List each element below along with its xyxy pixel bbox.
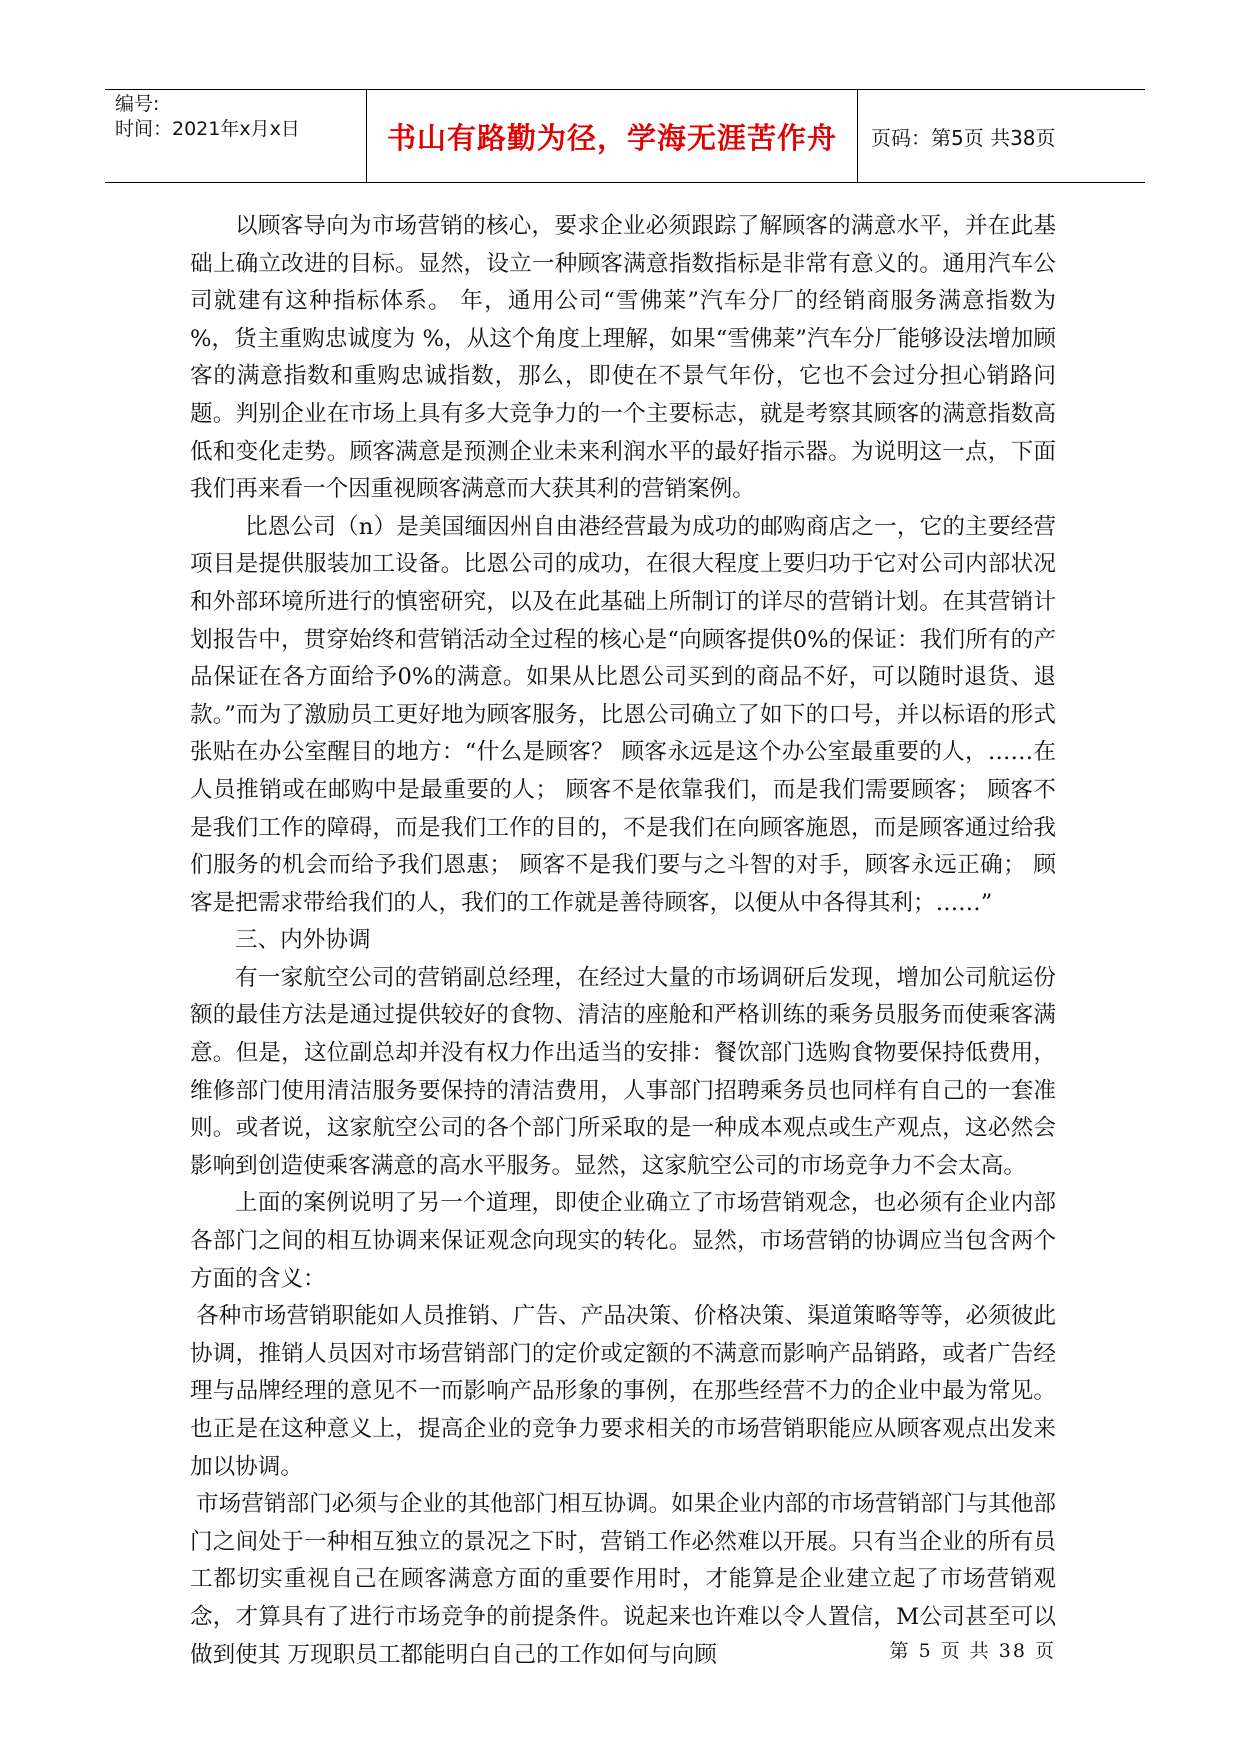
paragraph-department-coordination: 市场营销部门必须与企业的其他部门相互协调。如果企业内部的市场营销部门与其他部门之间处于一种相互独立的景况之下时，营销工作必然难以开展。只有当企业的所有员工都切实重视自己在顾客满意方面的重要作用时，才能算是企业建立起了市场营销观念，才算具有了进行市场竞争的前提条件。说起来也许难以令人置信，M公司甚至可以做到使其 万现职员工都能明白自己的工作如何与向顾 — [190, 1491, 1056, 1668]
paragraph-airline-case: 有一家航空公司的营销副总经理，在经过大量的市场调研后发现，增加公司航运份额的最佳方法是通过提供较好的食物、清洁的座舱和严格训练的乘务员服务而使乘客满意。但是，这位副总却并没有权力作出适当的安排：餐饮部门选购食物要保持低费用，维修部门使用清洁服务要保持的清洁费用，人事部门招聘乘务员也同样有自己的一套准则。或者说，这家航空公司的各个部门所采取的是一种成本观点或生产观点，这必然会影响到创造使乘客满意的高水平服务。显然，这家航空公司的市场竞争力不会太高。 — [190, 964, 1056, 1179]
page-footer: 第 5 页 共 38 页 — [889, 1640, 1056, 1662]
document-body — [190, 208, 1056, 1674]
paragraph-customer-satisfaction-index: 以顾客导向为市场营销的核心，要求企业必须跟踪了解顾客的满意水平，并在此基础上确立改进的目标。显然，设立一种顾客满意指数指标是非常有意义的。通用汽车公司就建有这种指标体系。 年，通用公司“雪佛莱”汽车分厂的经销商服务满意指数为 %，货主重购忠诚度为 %，从这个角度上理解，如果“雪佛莱”汽车分厂能够设法增加顾客的满意指数和重购忠诚指数，那么，即使在不景气年份，它也不会过分担心销路问题。判别企业在市场上具有多大竞争力的一个主要标志，就是考察其顾客的满意指数高低和变化走势。顾客满意是预测企业未来利润水平的最好指示器。为说明这一点，下面我们再来看一个因重视顾客满意而大获其利的营销案例。 — [190, 213, 1056, 503]
section-heading-internal-external-coordination: 三、内外协调 — [235, 927, 371, 954]
paragraph-bean-company-case: 比恩公司（n）是美国缅因州自由港经营最为成功的邮购商店之一，它的主要经营项目是提供服装加工设备。比恩公司的成功，在很大程度上要归功于它对公司内部状况和外部环境所进行的慎密研究，以及在此基础上所制订的详尽的营销计划。在其营销计划报告中，贯穿始终和营销活动全过程的核心是“向顾客提供0%的保证：我们所有的产品保证在各方面给予0%的满意。如果从比恩公司买到的商品不好，可以随时退货、退款。”而为了激励员工更好地为顾客服务，比恩公司确立了如下的口号，并以标语的形式张贴在办公室醒目的地方：“什么是顾客？ 顾客永远是这个办公室最重要的人，……在人员推销或在邮购中是最重要的人； 顾客不是依靠我们，而是我们需要顾客； 顾客不是我们工作的障碍，而是我们工作的目的，不是我们在向顾客施恩，而是顾客通过给我们服务的机会而给予我们恩惠； 顾客不是我们要与之斗智的对手，顾客永远正确； 顾客是把需求带给我们的人，我们的工作就是善待顾客，以便从中各得其利；……” — [190, 513, 1057, 916]
paragraph-marketing-functions-coordination: 各种市场营销职能如人员推销、广告、产品决策、价格决策、渠道策略等等，必须彼此协调，推销人员因对市场营销部门的定价或定额的不满意而影响产品销路，或者广告经理与品牌经理的意见不一而影响产品形象的事例，在那些经营不力的企业中最为常见。也正是在这种意义上，提高企业的竞争力要求相关的市场营销职能应从顾客观点出发来加以协调。 — [190, 1303, 1056, 1480]
header-meta — [105, 90, 367, 182]
serial-number-label: 编号: — [115, 93, 160, 115]
page-header — [105, 89, 1145, 183]
time-label: 时间：2021年x月x日 — [115, 118, 300, 140]
header-page-number: 页码：第5页 共38页 — [871, 125, 1056, 150]
paragraph-case-lesson: 上面的案例说明了另一个道理，即使企业确立了市场营销观念，也必须有企业内部各部门之间的相互协调来保证观念向现实的转化。显然，市场营销的协调应当包含两个方面的含义： — [190, 1190, 1056, 1292]
header-motto: 书山有路勤为径，学海无涯苦作舟 — [367, 90, 858, 182]
